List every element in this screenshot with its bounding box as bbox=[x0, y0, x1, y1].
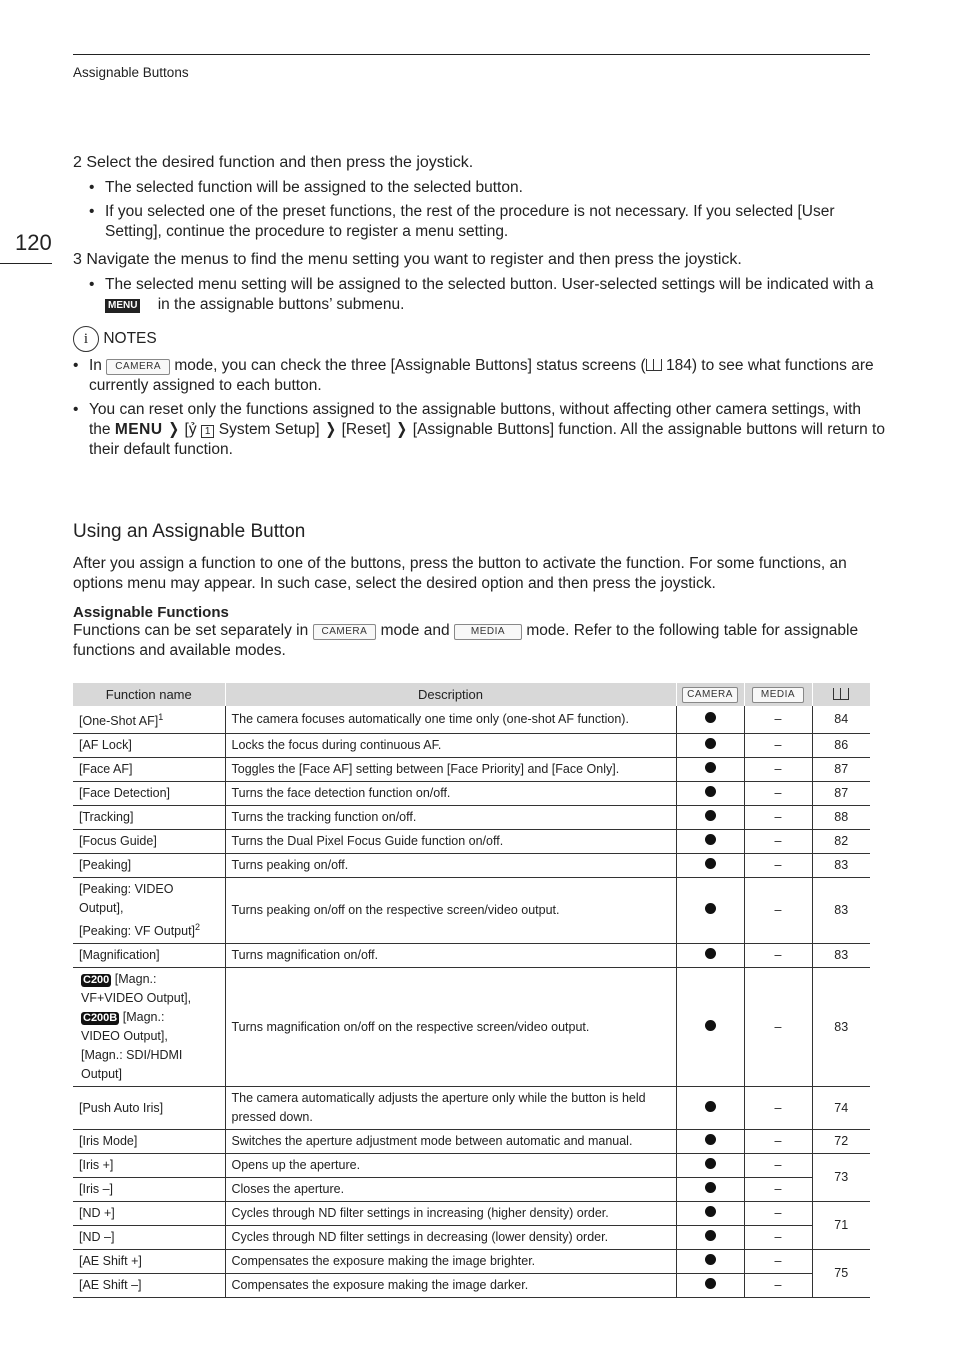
camera-available bbox=[676, 758, 744, 782]
description: Opens up the aperture. bbox=[225, 1154, 676, 1178]
camera-available bbox=[676, 1130, 744, 1154]
step2-bullet-1: • The selected function will be assigned to the selected button. bbox=[89, 178, 885, 198]
media-available: – bbox=[744, 854, 812, 878]
media-available: – bbox=[744, 1130, 812, 1154]
dot-icon bbox=[705, 1278, 716, 1289]
media-available: – bbox=[744, 706, 812, 734]
description: Turns magnification on/off. bbox=[225, 944, 676, 968]
dot-icon bbox=[705, 1158, 716, 1169]
description: Compensates the exposure making the image brighter. bbox=[225, 1250, 676, 1274]
dot-icon bbox=[705, 1101, 716, 1112]
bullet-text: The selected menu setting will be assigned to the selected button. User-selected settings will be indicated with a bbox=[105, 276, 874, 293]
media-available: – bbox=[744, 734, 812, 758]
function-name: [AE Shift –] bbox=[73, 1274, 225, 1298]
dot-icon bbox=[705, 786, 716, 797]
table-row bbox=[73, 1274, 870, 1298]
camera-available bbox=[676, 706, 744, 734]
page-ref: 83 bbox=[812, 944, 870, 968]
page-ref: 87 bbox=[812, 758, 870, 782]
camera-available bbox=[676, 1274, 744, 1298]
dot-icon bbox=[705, 1182, 716, 1193]
page-ref: 86 bbox=[812, 734, 870, 758]
para-text: Functions can be set separately in bbox=[73, 622, 309, 639]
description: Closes the aperture. bbox=[225, 1178, 676, 1202]
note-text: ) to see what functions are currently assigned to each button. bbox=[89, 357, 874, 394]
media-available: – bbox=[744, 1178, 812, 1202]
camera-available bbox=[676, 1226, 744, 1250]
table-row bbox=[73, 1087, 870, 1130]
media-available: – bbox=[744, 944, 812, 968]
subheading: Assignable Functions bbox=[73, 604, 229, 621]
function-name bbox=[73, 706, 225, 734]
media-available: – bbox=[744, 878, 812, 944]
media-available: – bbox=[744, 806, 812, 830]
camera-available bbox=[676, 1202, 744, 1226]
step-number: 2 bbox=[73, 154, 82, 171]
table-row bbox=[73, 706, 870, 734]
table-row bbox=[73, 1250, 870, 1274]
note-2: • You can reset only the functions assigned to the assignable buttons, without affecting other camera settings, with the MENU ❯ [ỷ 1 System Setup] ❯ [Reset] ❯ [Assignable Buttons] function. All the assignable buttons will return to their default function. bbox=[73, 400, 886, 460]
step-text: Select the desired function and then press the joystick. bbox=[86, 154, 474, 171]
page-ref: 87 bbox=[812, 782, 870, 806]
dot-icon bbox=[705, 810, 716, 821]
dot-icon bbox=[705, 1134, 716, 1145]
table-row bbox=[73, 1178, 870, 1202]
media-available: – bbox=[744, 968, 812, 1087]
notes-title: NOTES bbox=[103, 330, 157, 347]
description: Turns magnification on/off on the respective screen/video output. bbox=[225, 968, 676, 1087]
dot-icon bbox=[705, 738, 716, 749]
note-text: [Reset] bbox=[341, 421, 391, 438]
camera-available bbox=[676, 1178, 744, 1202]
dot-icon bbox=[705, 1020, 716, 1031]
media-available: – bbox=[744, 1202, 812, 1226]
function-name: [Face AF] bbox=[73, 758, 225, 782]
camera-available bbox=[676, 878, 744, 944]
camera-mode-icon: CAMERA bbox=[682, 687, 738, 703]
media-available: – bbox=[744, 830, 812, 854]
step3-bullet bbox=[89, 275, 885, 315]
description: Cycles through ND filter settings in increasing (higher density) order. bbox=[225, 1202, 676, 1226]
camera-mode-icon: CAMERA bbox=[106, 359, 170, 375]
note-text: System Setup] bbox=[218, 421, 320, 438]
assignable-functions-table bbox=[73, 683, 870, 1298]
function-name: [ND –] bbox=[73, 1226, 225, 1250]
dot-icon bbox=[705, 948, 716, 959]
page-ref: 184 bbox=[665, 357, 692, 374]
table-row bbox=[73, 944, 870, 968]
page-ref: 72 bbox=[812, 1130, 870, 1154]
function-name: [Peaking] bbox=[73, 854, 225, 878]
dot-icon bbox=[705, 903, 716, 914]
bullet-text: in the assignable buttons’ submenu. bbox=[157, 296, 405, 313]
description: Turns the Dual Pixel Focus Guide function on/off. bbox=[225, 830, 676, 854]
page-ref: 83 bbox=[812, 854, 870, 878]
page-ref: 83 bbox=[812, 878, 870, 944]
info-icon: i bbox=[73, 326, 99, 352]
function-name: [Iris +] bbox=[73, 1154, 225, 1178]
col-description: Description bbox=[225, 683, 676, 706]
header-rule bbox=[73, 54, 870, 55]
step2-bullet-2: • If you selected one of the preset functions, the rest of the procedure is not necessary. If you selected [User Setting], continue the procedure to register a menu setting. bbox=[89, 202, 885, 242]
step-text: Navigate the menus to find the menu setting you want to register and then press the joystick. bbox=[86, 251, 742, 268]
footnote-ref: 2 bbox=[195, 922, 201, 933]
function-name: [ND +] bbox=[73, 1202, 225, 1226]
page-ref: 88 bbox=[812, 806, 870, 830]
model-badge: C200 bbox=[83, 974, 110, 987]
arrow-icon: ❯ bbox=[396, 421, 408, 438]
page-ref: 83 bbox=[812, 968, 870, 1087]
note-text: You can reset only the functions assigned to the assignable buttons, without affecting other camera settings, with the bbox=[89, 401, 862, 438]
table-row bbox=[73, 734, 870, 758]
function-label: [Magn.: bbox=[122, 1010, 165, 1025]
media-mode-icon: MEDIA bbox=[752, 687, 804, 703]
dot-icon bbox=[705, 1230, 716, 1241]
function-label: VF+VIDEO Output], bbox=[81, 991, 192, 1006]
media-available: – bbox=[744, 1154, 812, 1178]
table-row bbox=[73, 1226, 870, 1250]
media-available: – bbox=[744, 758, 812, 782]
footnote-ref: 1 bbox=[158, 712, 164, 722]
function-name: [Focus Guide] bbox=[73, 830, 225, 854]
page-ref: 71 bbox=[812, 1202, 870, 1250]
page-number: 120 bbox=[15, 230, 52, 255]
menu-label: MENU bbox=[114, 421, 163, 438]
description: Toggles the [Face AF] setting between [Face Priority] and [Face Only]. bbox=[225, 758, 676, 782]
camera-available bbox=[676, 968, 744, 1087]
camera-available bbox=[676, 1087, 744, 1130]
notes-heading bbox=[73, 326, 157, 352]
function-name bbox=[73, 878, 225, 944]
wrench-icon: ỷ bbox=[188, 421, 197, 438]
media-available: – bbox=[744, 782, 812, 806]
table-row bbox=[73, 830, 870, 854]
page-ref: 84 bbox=[812, 706, 870, 734]
camera-mode-icon: CAMERA bbox=[313, 624, 377, 640]
function-label: [One-Shot AF] bbox=[79, 714, 159, 729]
arrow-icon: ❯ bbox=[325, 421, 336, 438]
function-name: [Tracking] bbox=[73, 806, 225, 830]
function-name: [Iris –] bbox=[73, 1178, 225, 1202]
arrow-icon: ❯ bbox=[168, 421, 179, 438]
note-1 bbox=[73, 356, 886, 396]
note-text: In bbox=[89, 357, 102, 374]
step-number: 3 bbox=[73, 251, 82, 268]
table-row bbox=[73, 854, 870, 878]
table-row bbox=[73, 1202, 870, 1226]
setup-number: 1 bbox=[201, 425, 215, 438]
media-available: – bbox=[744, 1250, 812, 1274]
dot-icon bbox=[705, 834, 716, 845]
step-2 bbox=[73, 152, 473, 173]
function-name: [AF Lock] bbox=[73, 734, 225, 758]
camera-available bbox=[676, 854, 744, 878]
description: Turns peaking on/off on the respective screen/video output. bbox=[225, 878, 676, 944]
function-name: [Push Auto Iris] bbox=[73, 1087, 225, 1130]
media-available: – bbox=[744, 1087, 812, 1130]
camera-available bbox=[676, 734, 744, 758]
camera-available bbox=[676, 944, 744, 968]
dot-icon bbox=[705, 858, 716, 869]
dot-icon bbox=[705, 1206, 716, 1217]
col-function-name: Function name bbox=[73, 683, 225, 706]
dot-icon bbox=[705, 762, 716, 773]
table-row bbox=[73, 758, 870, 782]
dot-icon bbox=[705, 1254, 716, 1265]
media-available: – bbox=[744, 1274, 812, 1298]
section-paragraph: After you assign a function to one of the buttons, press the button to activate the function. For some functions, an options menu may appear. In such case, select the desired option and then press the joystick. bbox=[73, 555, 847, 592]
description: Turns peaking on/off. bbox=[225, 854, 676, 878]
note-text: mode, you can check the three [Assignable Buttons] status screens ( bbox=[174, 357, 646, 374]
section-title: Using an Assignable Button bbox=[73, 521, 306, 542]
function-name: [Magnification] bbox=[73, 944, 225, 968]
page-number-rule bbox=[0, 263, 52, 264]
description: Turns the face detection function on/off. bbox=[225, 782, 676, 806]
col-media-mode bbox=[744, 683, 812, 706]
function-label: [Peaking: VIDEO Output], bbox=[79, 882, 174, 916]
table-row bbox=[73, 1154, 870, 1178]
function-name bbox=[73, 968, 225, 1087]
media-mode-icon: MEDIA bbox=[454, 624, 522, 640]
para-text: mode and bbox=[380, 622, 450, 639]
note-text: [Assignable Buttons] function. All the assignable buttons will return to their default function. bbox=[89, 421, 885, 458]
description: Turns the tracking function on/off. bbox=[225, 806, 676, 830]
description: Locks the focus during continuous AF. bbox=[225, 734, 676, 758]
para-text: mode. Refer to the following table for assignable functions and available modes. bbox=[73, 622, 859, 659]
description: Switches the aperture adjustment mode between automatic and manual. bbox=[225, 1130, 676, 1154]
camera-available bbox=[676, 1250, 744, 1274]
book-icon bbox=[646, 359, 662, 371]
step-3 bbox=[73, 249, 742, 270]
function-name: [Face Detection] bbox=[73, 782, 225, 806]
table-row bbox=[73, 968, 870, 1087]
page-ref: 75 bbox=[812, 1250, 870, 1298]
col-page-ref bbox=[812, 683, 870, 706]
table-row bbox=[73, 782, 870, 806]
function-label: [Magn.: bbox=[114, 972, 157, 987]
menu-icon: MENU bbox=[105, 299, 140, 313]
running-header: Assignable Buttons bbox=[73, 65, 189, 80]
camera-available bbox=[676, 806, 744, 830]
description: The camera focuses automatically one time only (one-shot AF function). bbox=[225, 706, 676, 734]
page-ref: 73 bbox=[812, 1154, 870, 1202]
dot-icon bbox=[705, 712, 716, 723]
function-label: [Peaking: VF Output] bbox=[79, 924, 196, 939]
subheading-paragraph bbox=[73, 621, 870, 661]
page-ref: 74 bbox=[812, 1087, 870, 1130]
function-name: [Iris Mode] bbox=[73, 1130, 225, 1154]
camera-available bbox=[676, 830, 744, 854]
camera-available bbox=[676, 782, 744, 806]
description: The camera automatically adjusts the aperture only while the button is held pressed down. bbox=[225, 1087, 676, 1130]
function-name: [AE Shift +] bbox=[73, 1250, 225, 1274]
model-badge: C200B bbox=[83, 1012, 118, 1025]
camera-available bbox=[676, 1154, 744, 1178]
media-available: – bbox=[744, 1226, 812, 1250]
function-label: [Magn.: SDI/HDMI Output] bbox=[81, 1048, 183, 1082]
page-ref: 82 bbox=[812, 830, 870, 854]
book-icon bbox=[833, 688, 849, 700]
table-header-row bbox=[73, 683, 870, 706]
table-row bbox=[73, 1130, 870, 1154]
description: Cycles through ND filter settings in decreasing (lower density) order. bbox=[225, 1226, 676, 1250]
col-camera-mode bbox=[676, 683, 744, 706]
description: Compensates the exposure making the image darker. bbox=[225, 1274, 676, 1298]
table-row bbox=[73, 806, 870, 830]
function-label: VIDEO Output], bbox=[81, 1029, 168, 1044]
table-row bbox=[73, 878, 870, 944]
